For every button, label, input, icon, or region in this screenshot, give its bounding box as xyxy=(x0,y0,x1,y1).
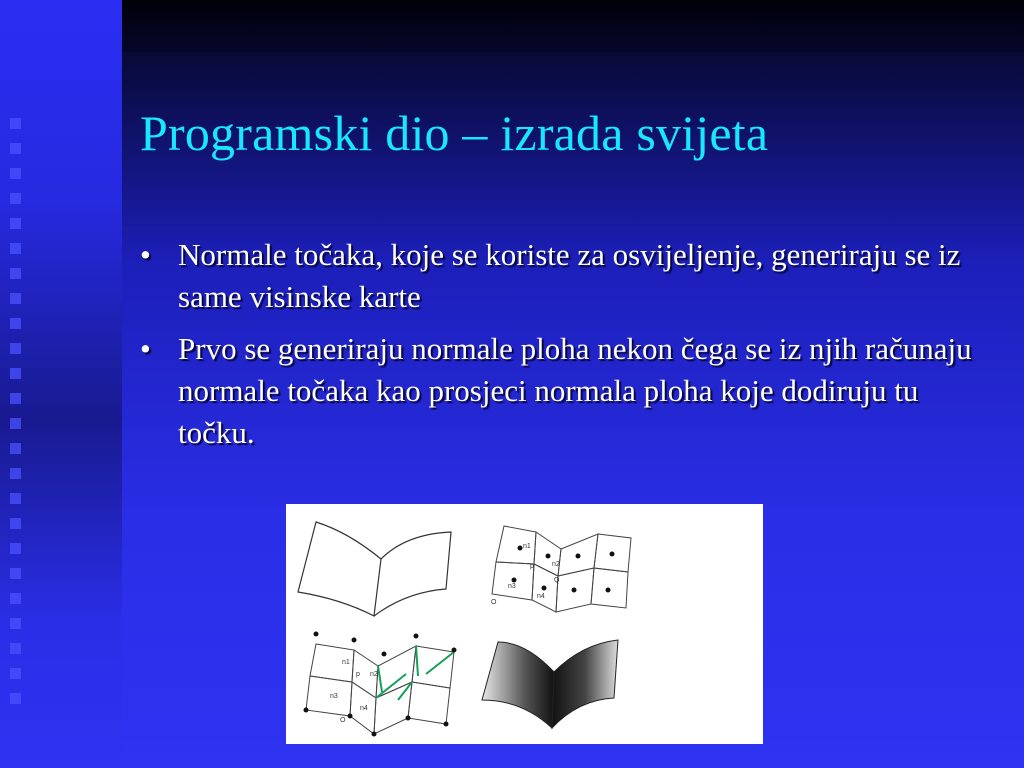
label-q: Q xyxy=(554,577,560,584)
surface-outline xyxy=(298,522,451,616)
label-n1: n1 xyxy=(523,543,531,550)
label-p: p xyxy=(530,563,534,570)
bullet-text: Prvo se generiraju normale ploha nekon čega se iz njih računaju normale točaka kao prosjeci normala ploha koje dodiruju tu točku. xyxy=(178,331,972,450)
bullet-item xyxy=(140,234,1000,318)
bullet-symbol: • xyxy=(140,331,151,366)
label-n3: n3 xyxy=(330,693,338,700)
normals-diagram xyxy=(286,504,763,744)
label-n1: n1 xyxy=(342,659,350,666)
decorative-squares xyxy=(6,118,26,718)
label-p: p xyxy=(356,671,360,678)
bullet-item xyxy=(140,328,1000,454)
label-n2: n2 xyxy=(370,671,378,678)
label-n3: n3 xyxy=(508,583,516,590)
vertex-normals-grid xyxy=(306,644,454,734)
bullet-text: Normale točaka, koje se koriste za osvijeljenje, generiraju se iz same visinske karte xyxy=(178,237,961,314)
label-o: O xyxy=(491,599,497,606)
normals-illustration xyxy=(286,504,763,744)
slide-title: Programski dio – izrada svijeta xyxy=(140,105,769,161)
bullet-symbol: • xyxy=(140,237,151,272)
decorative-left-strip xyxy=(0,0,122,768)
label-n4: n4 xyxy=(537,593,545,600)
decorative-top-band xyxy=(122,0,1024,52)
bullet-list xyxy=(140,234,1000,464)
label-o: O xyxy=(340,717,346,724)
label-n4: n4 xyxy=(360,705,368,712)
face-normals-grid xyxy=(492,526,631,612)
label-n2: n2 xyxy=(552,561,560,568)
shaded-surface xyxy=(482,640,618,728)
